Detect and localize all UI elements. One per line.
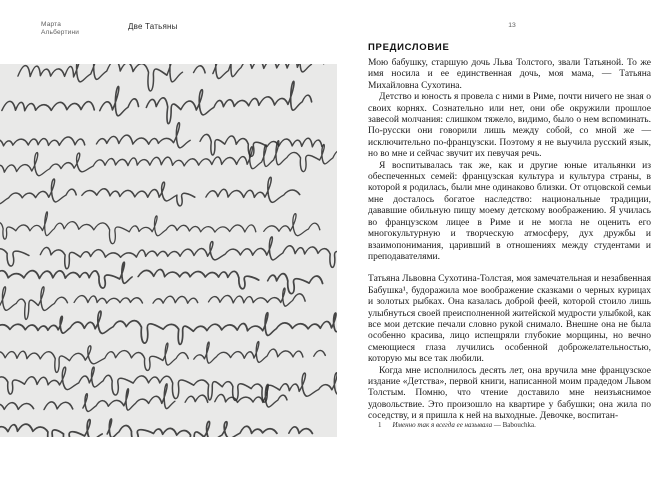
footnote-text-plain: — Babouchka. bbox=[492, 421, 536, 429]
manuscript-scan bbox=[0, 64, 337, 437]
preface-paragraph: Когда мне исполнилось десять лет, она вручила мне французское издание «Детства», первой книги, написанной моим прадедом Львом Толстым. Помню, что чтение доставило мне неизъяснимое удовольствие. Это произошло на квартире у бабушки; она жила по соседству, и я пришла к ней на выходные. Девочке, воспитан- bbox=[368, 365, 651, 422]
preface-body bbox=[368, 58, 651, 423]
preface-paragraph: Детство и юность я провела с ними в Риме, почти ничего не зная о своих корнях. Сознательно или нет, они обе окружили прошлое завесой молчания: слишком тяжело, видимо, было о нем вспоминать. По-русски они говорили лишь между собой, со мной же — исключительно по-французски. Поэтому я не выучила русский язык, но во мне и сейчас звучит их певучая речь. bbox=[368, 92, 651, 160]
preface-paragraph: Мою бабушку, старшую дочь Льва Толстого, звали Татьяной. То же имя носила и ее единственная дочь, моя мама, — Татьяна Михайловна Сухотина. bbox=[368, 58, 651, 91]
running-head-author bbox=[41, 21, 79, 36]
preface-paragraph: Я воспитывалась так же, как и другие юные итальянки из обеспеченных семей: французская культура и культура страны, в которой я родилась, были мне одинаково близки. От отцовской семьи мне досталось богатое наследство: национальные традиции, дававшие обильную пищу моему детскому воображению. Я училась во французском лицее в Риме и не могла не оценить его многокультурную и творческую атмосферу, дух дружбы и взаимопонимания, царивший в отношениях между студентами и преподавателями. bbox=[368, 160, 651, 262]
running-head bbox=[0, 0, 659, 40]
preface-paragraph: Татьяна Львовна Сухотина-Толстая, моя замечательная и незабвенная Бабушка¹, будоражила мое воображение сказками о черных курицах и золотых рыбках. Она казалась доброй феей, которой стоило лишь улыбнуться своей преисполненной житейской мудрости улыбкой, как все мои детские печали словно рукой снимало. Внешне она не была особенно красива, лицо испещряли глубокие морщины, но вечно смеющиеся глаза лучились особенной доброжелательностью, которую мы все так любили. bbox=[368, 274, 651, 365]
handwriting-strokes bbox=[0, 64, 337, 437]
running-head-author-line1: Марта bbox=[41, 21, 62, 28]
running-head-title: Две Татьяны bbox=[128, 22, 178, 31]
footnote-text-italic: Именно так я всегда ее называла bbox=[392, 421, 493, 429]
footnote-marker: 1 bbox=[378, 421, 382, 429]
footnote bbox=[368, 421, 651, 429]
page-number: 13 bbox=[508, 22, 516, 29]
preface-heading: ПРЕДИСЛОВИЕ bbox=[368, 42, 450, 53]
running-head-author-line2: Альбертини bbox=[41, 28, 80, 36]
